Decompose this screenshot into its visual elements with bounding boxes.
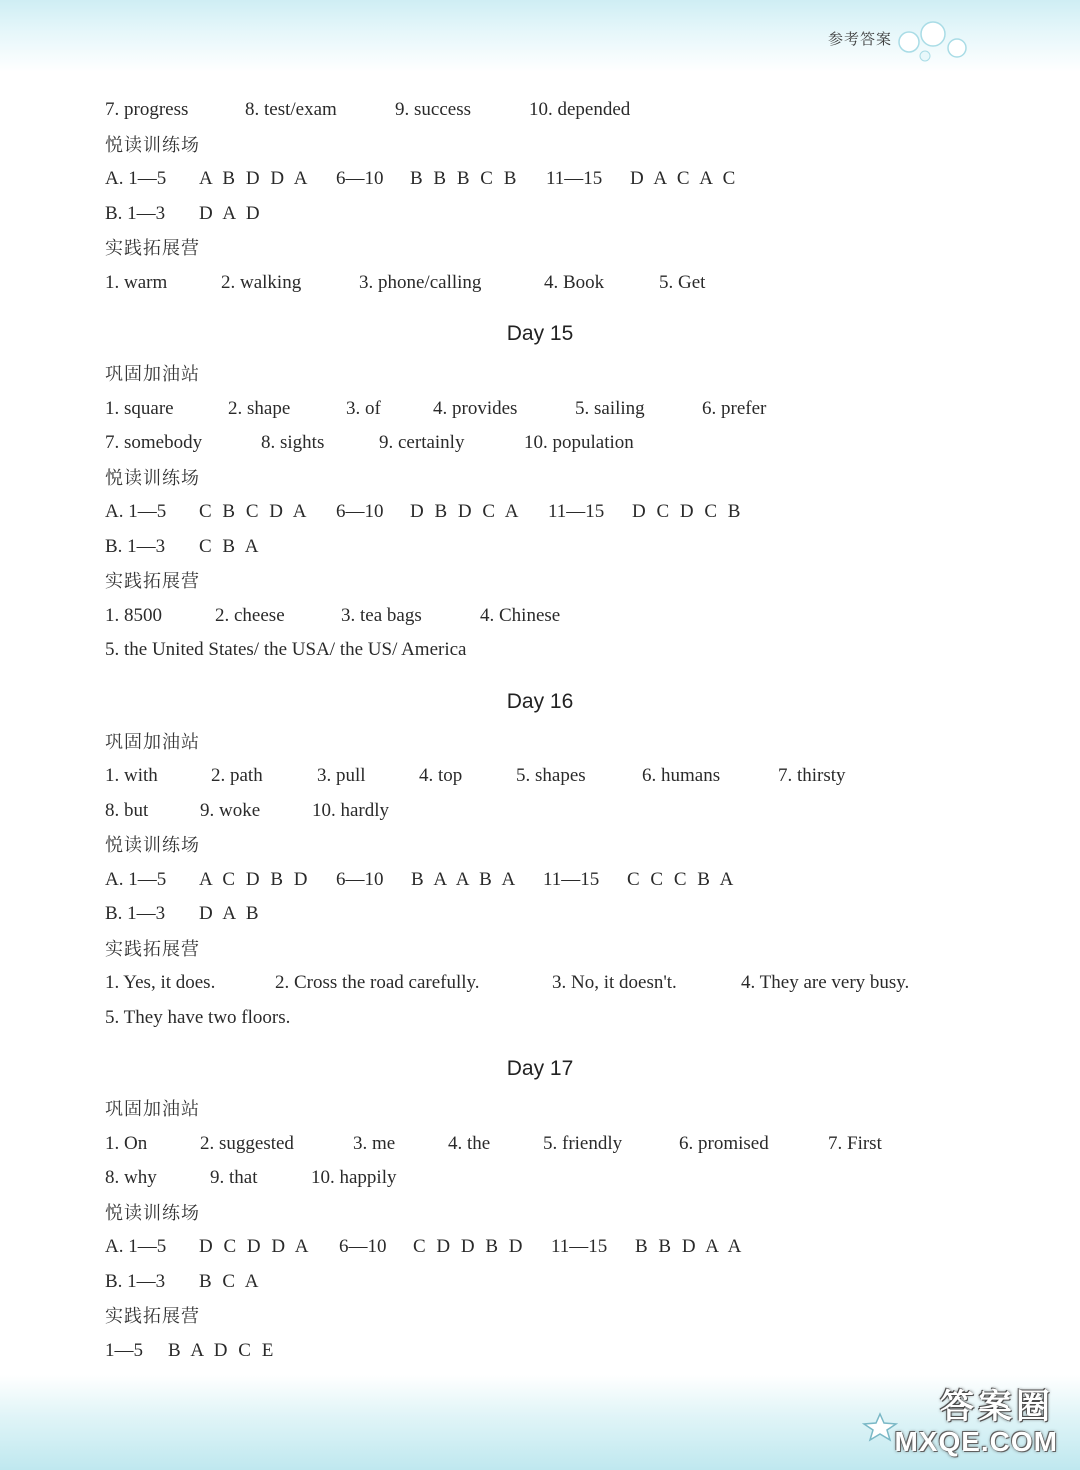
answer-item: 9. certainly	[379, 432, 465, 453]
reading-section-label: 悦读训练场	[105, 1202, 200, 1223]
answer-item: 2. path	[211, 765, 263, 786]
answer-item: 2. Cross the road carefully.	[275, 972, 480, 993]
answer-line	[105, 426, 975, 461]
answer-letters: B B D A A	[635, 1236, 745, 1257]
reading-b-line	[105, 197, 975, 232]
answer-item: 10. population	[524, 432, 634, 453]
answer-item: 10. depended	[529, 99, 631, 120]
practice-line	[105, 599, 975, 634]
practice-section-label: 实践拓展营	[105, 938, 200, 959]
answer-item: 3. me	[353, 1132, 396, 1154]
answer-item: 4. Chinese	[480, 604, 561, 626]
practice-line	[105, 1001, 975, 1036]
reading-section-label: 悦读训练场	[105, 467, 200, 488]
consolidate-section-label: 巩固加油站	[105, 1099, 200, 1119]
answer-letters: C B A	[199, 535, 262, 557]
answer-letters: D C D D A	[199, 1236, 312, 1257]
answer-item: 3. tea bags	[341, 604, 422, 626]
answer-letters: C B C D A	[199, 501, 310, 522]
answer-item: 8. sights	[261, 432, 325, 453]
answer-item: 9. success	[395, 99, 471, 120]
range-label: B. 1—3	[105, 535, 166, 557]
answer-item: 5. Get	[659, 271, 706, 293]
answer-item: 4. Book	[544, 271, 605, 293]
reading-section-label: 悦读训练场	[105, 835, 200, 855]
answer-letters: D A B	[199, 903, 262, 924]
answer-item: 3. phone/calling	[359, 271, 482, 293]
answer-letters: B A A B A	[411, 868, 519, 890]
practice-line	[105, 633, 975, 668]
practice-line	[105, 966, 975, 1001]
answer-item: 1. 8500	[105, 604, 162, 626]
reading-a-line	[105, 1230, 975, 1265]
answer-item: 5. They have two floors.	[105, 1006, 291, 1028]
answer-letters: B A D C E	[168, 1339, 277, 1361]
bubbles-decoration-icon	[895, 20, 975, 64]
answer-letters: D A C A C	[630, 168, 739, 189]
reading-b-line	[105, 530, 975, 565]
answer-item: 8. test/exam	[245, 99, 337, 120]
answer-item: 7. thirsty	[778, 765, 846, 786]
practice-section-label: 实践拓展营	[105, 1306, 200, 1326]
answer-item: 6. humans	[642, 765, 721, 786]
practice-line	[105, 266, 975, 301]
answer-item: 2. cheese	[215, 604, 285, 626]
range-label: 6—10	[336, 868, 384, 890]
range-label: A. 1—5	[105, 1236, 167, 1257]
answer-item: 10. happily	[311, 1167, 397, 1188]
answer-letters: D B D C A	[410, 501, 522, 522]
answer-item: 1. square	[105, 397, 174, 419]
answer-item: 7. progress	[105, 99, 189, 120]
range-label: 6—10	[339, 1236, 387, 1257]
answer-item: 10. hardly	[312, 799, 390, 821]
answer-item: 6. prefer	[702, 397, 767, 419]
consolidate-section-label: 巩固加油站	[105, 731, 200, 752]
answer-letters: B C A	[199, 1270, 262, 1292]
answer-item: 1. On	[105, 1132, 148, 1154]
answer-line	[105, 93, 975, 128]
answer-item: 1. Yes, it does.	[105, 972, 216, 993]
answer-letters: D C D C B	[632, 501, 744, 522]
reading-section-label: 悦读训练场	[105, 134, 200, 155]
answer-letters: D A D	[199, 202, 263, 224]
reading-a-line	[105, 162, 975, 197]
answer-item: 5. friendly	[543, 1132, 623, 1154]
practice-section-label: 实践拓展营	[105, 571, 200, 591]
answer-line	[105, 794, 975, 829]
range-label: 11—15	[546, 168, 603, 189]
answer-line	[105, 759, 975, 794]
day-title: Day 17	[506, 1057, 574, 1080]
answer-item: 5. the United States/ the USA/ the US/ America	[105, 639, 467, 660]
watermark-logo: 答案圈	[940, 1388, 1054, 1426]
answer-item: 4. top	[419, 765, 463, 786]
range-label: 11—15	[548, 501, 605, 522]
answer-letters: A C D B D	[199, 868, 311, 890]
reading-b-line	[105, 897, 975, 932]
reading-a-line	[105, 495, 975, 530]
answer-item: 8. but	[105, 799, 149, 821]
answer-letters: C D D B D	[413, 1236, 526, 1257]
answer-item: 2. shape	[228, 397, 291, 419]
answer-item: 5. sailing	[575, 397, 645, 419]
answer-item: 5. shapes	[516, 765, 586, 786]
answer-line	[105, 1161, 975, 1196]
consolidate-section-label: 巩固加油站	[105, 364, 200, 384]
answer-item: 3. of	[346, 397, 381, 419]
day-title: Day 16	[506, 689, 574, 713]
answer-item: 4. provides	[433, 397, 518, 419]
range-label: 1—5	[105, 1339, 143, 1361]
practice-line	[105, 1334, 975, 1369]
answer-letters: C C C B A	[627, 868, 737, 890]
answer-item: 9. woke	[200, 799, 261, 821]
answer-letters: A B D D A	[199, 168, 311, 189]
range-label: A. 1—5	[105, 868, 167, 890]
range-label: B. 1—3	[105, 202, 166, 224]
range-label: 11—15	[551, 1236, 608, 1257]
answer-item: 4. the	[448, 1132, 491, 1154]
answer-item: 1. warm	[105, 271, 168, 293]
answer-item: 4. They are very busy.	[741, 972, 910, 993]
answer-item: 7. First	[828, 1132, 882, 1154]
answer-item: 8. why	[105, 1167, 157, 1188]
range-label: A. 1—5	[105, 501, 167, 522]
answer-item: 7. somebody	[105, 432, 203, 453]
answer-item: 2. walking	[221, 271, 302, 293]
answer-item: 9. that	[210, 1167, 258, 1188]
answer-item: 3. pull	[317, 765, 366, 786]
range-label: B. 1—3	[105, 1270, 166, 1292]
answer-item: 2. suggested	[200, 1132, 294, 1154]
practice-section-label: 实践拓展营	[105, 238, 200, 258]
reading-a-line	[105, 863, 975, 898]
answer-item: 3. No, it doesn't.	[552, 972, 677, 993]
range-label: 11—15	[543, 868, 600, 890]
answer-item: 6. promised	[679, 1132, 769, 1154]
answer-page	[105, 93, 975, 1368]
day-title: Day 15	[506, 322, 574, 345]
answer-line	[105, 1127, 975, 1162]
range-label: 6—10	[336, 168, 384, 189]
header-label: 参考答案	[827, 32, 892, 48]
range-label: 6—10	[336, 501, 384, 522]
answer-item: 1. with	[105, 765, 158, 786]
answer-letters: B B B C B	[410, 168, 520, 189]
reading-b-line	[105, 1265, 975, 1300]
watermark-url: MXQE.COM	[894, 1426, 1058, 1457]
range-label: A. 1—5	[105, 168, 167, 189]
answer-line	[105, 392, 975, 427]
range-label: B. 1—3	[105, 903, 166, 924]
